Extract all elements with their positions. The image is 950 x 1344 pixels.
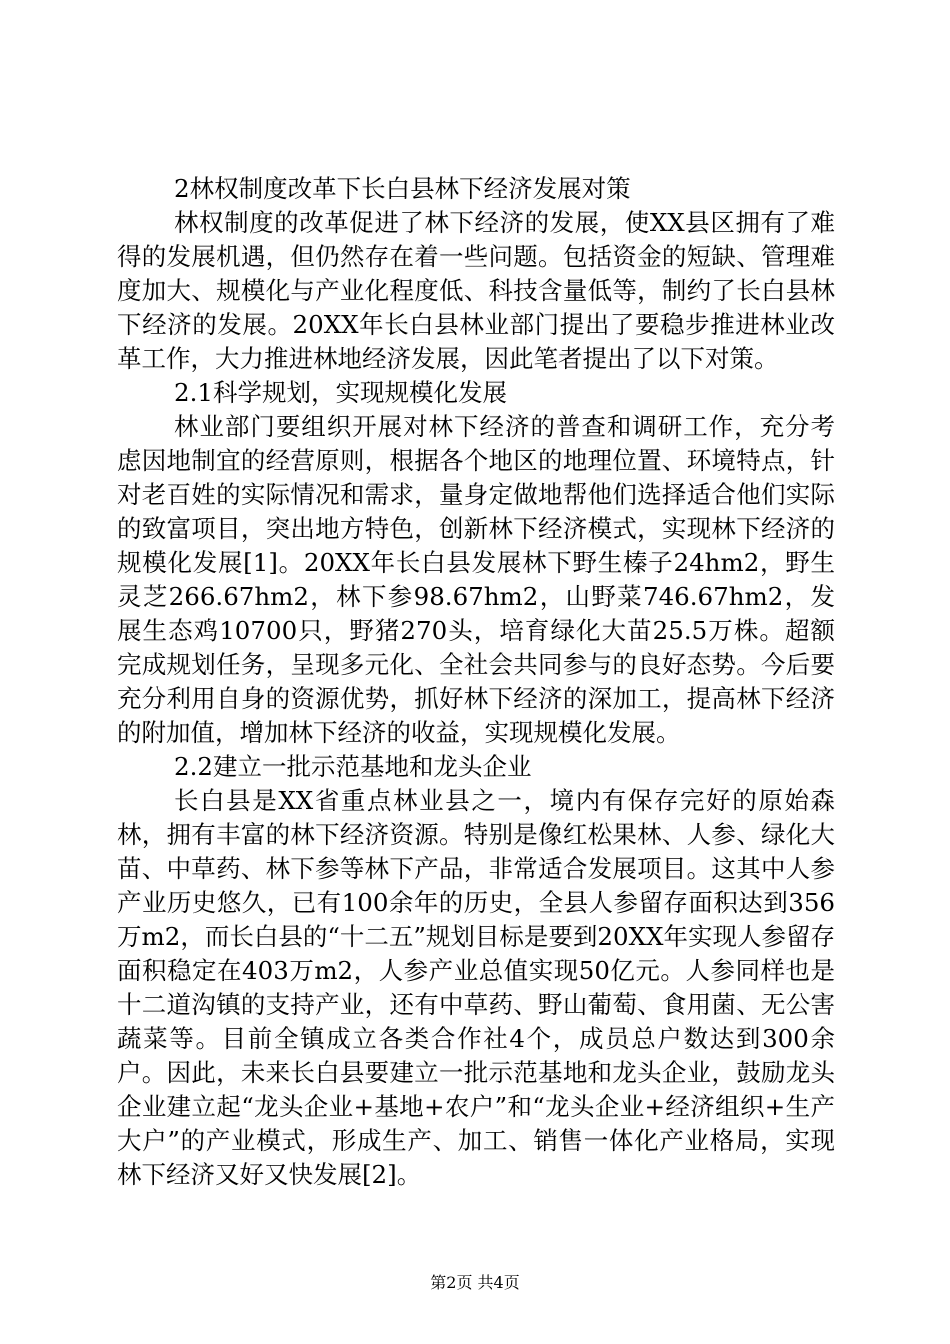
subsection-1-title: 2.1科学规划，实现规模化发展 bbox=[174, 378, 507, 407]
subsection-2-paragraph: 长白县是XX省重点林业县之一，境内有保存完好的原始森林，拥有丰富的林下经济资源。特别是像红松果林、人参、绿化大苗、中草药、林下参等林下产品，非常适合发展项目。这其中人参产业历史悠久，已有100余年的历史，全县人参留存面积达到356万m2，而长白县的“十二五”规划目标是要到20XX年实现人参留存面积稳定在403万m2，人参产业总值实现50亿元。人参同样也是十二道沟镇的支持产业，还有中草药、野山葡萄、食用菌、无公害蔬菜等。目前全镇成立各类合作社4个，成员总户数达到300余户。因此，未来长白县要建立一批示范基地和龙头企业，鼓励龙头企业建立起“龙头企业+基地+农户”和“龙头企业+经济组织+生产大户”的产业模式，形成生产、加工、销售一体化产业格局，实现林下经济又好又快发展[2]。 bbox=[117, 786, 835, 1189]
section-title: 2林权制度改革下长白县林下经济发展对策 bbox=[174, 174, 631, 203]
subsection-1-paragraph: 林业部门要组织开展对林下经济的普查和调研工作，充分考虑因地制宜的经营原则，根据各个地区的地理位置、环境特点，针对老百姓的实际情况和需求，量身定做地帮他们选择适合他们实际的致富项目，突出地方特色，创新林下经济模式，实现林下经济的规模化发展[1]。20XX年长白县发展林下野生榛子24hm2，野生灵芝266.67hm2，林下参98.67hm2，山野菜746.67hm2，发展生态鸡10700只，野猪270头，培育绿化大苗25.5万株。超额完成规划任务，呈现多元化、全社会共同参与的良好态势。今后要充分利用自身的资源优势，抓好林下经济的深加工，提高林下经济的附加值，增加林下经济的收益，实现规模化发展。 bbox=[117, 412, 835, 747]
document-body bbox=[117, 172, 835, 1192]
intro-paragraph: 林权制度的改革促进了林下经济的发展，使XX县区拥有了难得的发展机遇，但仍然存在着一些问题。包括资金的短缺、管理难度加大、规模化与产业化程度低、科技含量低等，制约了长白县林下经济的发展。20XX年长白县林业部门提出了要稳步推进林业改革工作，大力推进林地经济发展，因此笔者提出了以下对策。 bbox=[117, 208, 835, 373]
subsection-2-title: 2.2建立一批示范基地和龙头企业 bbox=[174, 752, 532, 781]
page-number-footer: 第2页 共4页 bbox=[430, 1273, 520, 1292]
